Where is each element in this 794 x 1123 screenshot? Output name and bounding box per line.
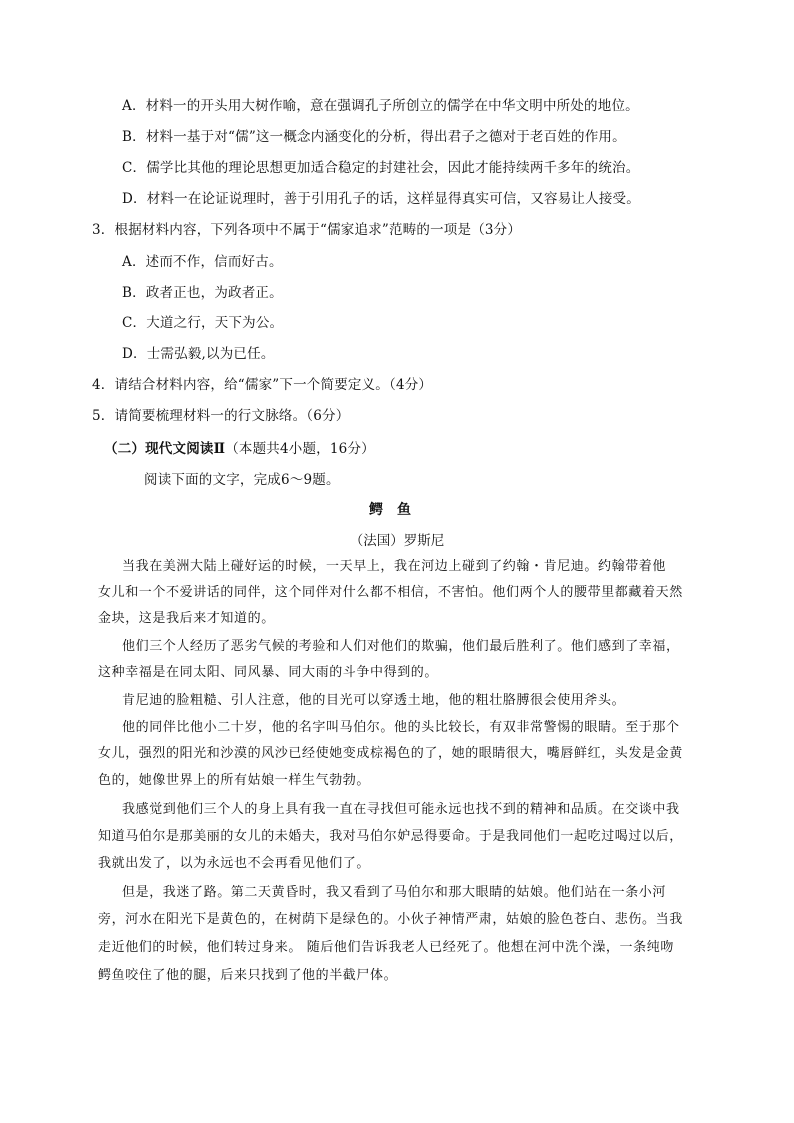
story-line: 走近他们的时候，他们转过身来。 随后他们告诉我老人已经死了。他想在河中洗个澡，一条纯吻: [98, 940, 674, 955]
option-d-q3: D．士需弘毅,以为已任。: [122, 346, 275, 362]
story-line: 女儿和一个不爱讲话的同伴，这个同伴对什么都不相信，不害怕。他们两个人的腰带里都藏着天然: [98, 585, 683, 600]
story-line: 女儿，强烈的阳光和沙漠的风沙已经使她变成棕褐色的了，她的眼睛很大，嘴唇鲜红，头发是金黄: [98, 746, 683, 761]
story-line: 他们三个人经历了恶劣气候的考验和人们对他们的欺骗，他们最后胜利了。他们感到了幸福，: [122, 639, 680, 654]
story-line: 但是，我迷了路。第二天黄昏时，我又看到了马伯尔和那大眼睛的姑娘。他们站在一条小河: [122, 885, 667, 900]
option-d-q2: D．材料一在论证说理时，善于引用孔子的话，这样显得真实可信，又容易让人接受。: [122, 191, 640, 207]
option-b-q3: B．政者正也，为政者正。: [122, 285, 283, 301]
story-author: （法国）罗斯尼: [349, 533, 445, 549]
story-line: 旁，河水在阳光下是黄色的，在树荫下是绿色的。小伙子神情严肃，姑娘的脸色苍白、悲伤。当我: [98, 912, 683, 927]
option-a-q2: A．材料一的开头用大树作喻，意在强调孔子所创立的儒学在中华文明中所处的地位。: [122, 98, 639, 114]
story-line: 我就出发了，以为永远也不会再看见他们了。: [98, 856, 371, 871]
story-line: 肯尼迪的脸粗糙、引人注意，他的目光可以穿透土地，他的粗壮胳膊很会使用斧头。: [122, 693, 626, 708]
option-b-q2: B．材料一基于对“儒”这一概念内涵变化的分析，得出君子之德对于老百姓的作用。: [122, 129, 626, 145]
option-a-q3: A．述而不作，信而好古。: [122, 254, 283, 270]
question-3: 3．根据材料内容，下列各项中不属于“儒家追求”范畴的一项是（3分）: [92, 222, 522, 238]
story-line: 这种幸福是在同太阳、同风暴、同大雨的斗争中得到的。: [98, 665, 439, 680]
story-line: 金块，这是我后来才知道的。: [98, 611, 275, 626]
option-c-q2: C．儒学比其他的理论思想更加适合稳定的封建社会，因此才能持续两千多年的统治。: [122, 160, 640, 176]
story-line: 他的同伴比他小二十岁，他的名字叫马伯尔。他的头比较长，有双非常警惕的眼睛。至于那个: [122, 720, 680, 735]
section-heading-note: （本题共4小题，16分）: [225, 441, 375, 457]
section-heading: [104, 440, 375, 458]
question-4: 4．请结合材料内容，给“儒家”下一个简要定义。（4分）: [92, 377, 433, 393]
question-5: 5．请简要梳理材料一的行文脉络。（6分）: [92, 408, 350, 424]
reading-instruction: 阅读下面的文字，完成6～9题。: [144, 472, 340, 488]
story-line: 鳄鱼咬住了他的腿，后来只找到了他的半截尸体。: [98, 968, 398, 983]
story-title: 鳄鱼: [369, 502, 425, 518]
option-c-q3: C．大道之行，天下为公。: [122, 315, 284, 331]
story-line: 色的，她像世界上的所有姑娘一样生气勃勃。: [98, 773, 371, 788]
story-line: 当我在美洲大陆上碰好运的时候，一天早上，我在河边上碰到了约翰・肯尼迪。约翰带着他: [122, 559, 667, 574]
story-line: 我感觉到他们三个人的身上具有我一直在寻找但可能永远也找不到的精神和品质。在交谈中我: [122, 802, 680, 817]
story-line: 知道马伯尔是那美丽的女儿的未婚夫，我对马伯尔妒忌得要命。于是我同他们一起吃过喝过以后，: [98, 829, 683, 844]
section-heading-title: （二）现代文阅读Ⅱ: [104, 441, 226, 457]
